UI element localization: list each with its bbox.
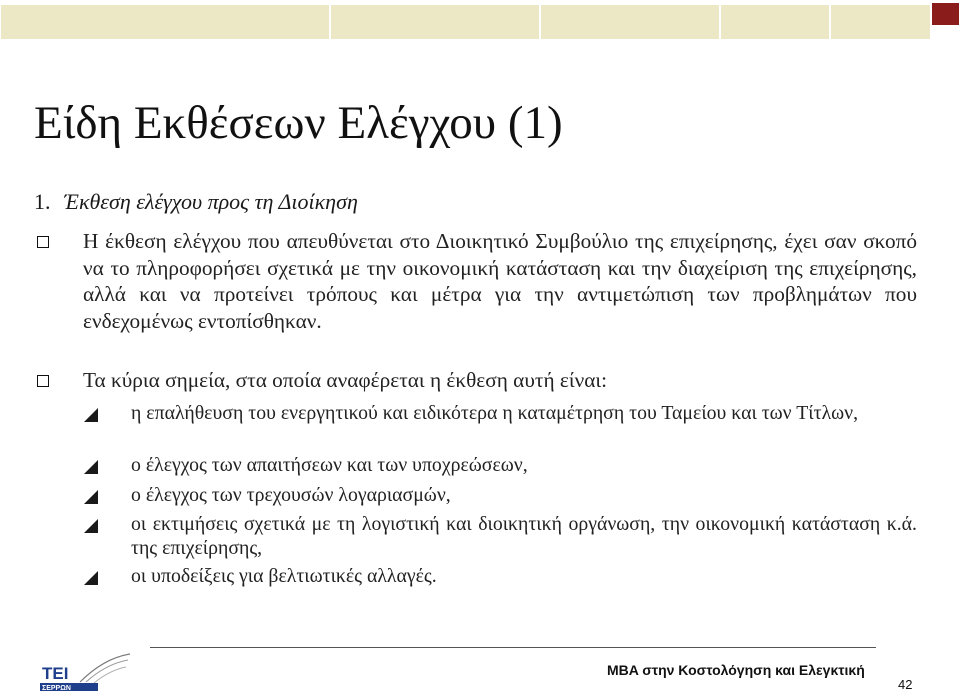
top-bar-cell [720, 4, 830, 40]
triangle-bullet-icon [83, 570, 99, 586]
tei-serron-logo [34, 652, 134, 692]
sub-point-text: οι εκτιμήσεις σχετικά με τη λογιστική και διοικητική οργάνωση, την οικονομική κατάσταση κ.ά. της επιχείρησης, [131, 513, 917, 559]
square-bullet-icon [37, 236, 49, 248]
triangle-bullet-icon [83, 518, 99, 534]
section-number: 1. [34, 189, 51, 214]
svg-text:ΣΕΡΡΩΝ: ΣΕΡΡΩΝ [42, 685, 71, 692]
top-bar-cell [330, 4, 540, 40]
triangle-bullet-icon [83, 459, 99, 475]
square-bullet-icon [37, 375, 49, 387]
triangle-bullet-icon [83, 489, 99, 505]
footer-divider [150, 647, 876, 648]
point-text: Η έκθεση ελέγχου που απευθύνεται στο Διοικητικό Συμβούλιο της επιχείρησης, έχει σαν σκοπό να το πληροφορήσει σχετικά με την οικονομική κατάσταση και την διαχείριση της επιχείρησης, αλλά και να προτείνει τρόπους και μέτρα για την αντιμετώπιση των προβλημάτων που ενδεχομένως εντοπίσθηκαν. [83, 229, 917, 333]
sub-point-text: οι υποδείξεις για βελτιωτικές αλλαγές. [131, 565, 437, 587]
page-number: 42 [898, 677, 913, 692]
point-text: Τα κύρια σημεία, στα οποία αναφέρεται η έκθεση αυτή είναι: [83, 368, 608, 392]
top-bar-cell [0, 4, 330, 40]
section-title: Έκθεση ελέγχου προς τη Διοίκηση [64, 189, 358, 214]
sub-point-text: η επαλήθευση του ενεργητικού και ειδικότερα η καταμέτρηση του Ταμείου και των Τίτλων, [131, 402, 859, 424]
triangle-bullet-icon [83, 407, 99, 423]
top-bar-cell [540, 4, 720, 40]
section-heading [34, 189, 358, 215]
svg-text:ΤΕΙ: ΤΕΙ [42, 664, 69, 683]
top-bar-cell [830, 4, 931, 40]
top-bar-red-cell [931, 2, 960, 26]
sub-point-text: ο έλεγχος των τρεχουσών λογαριασμών, [131, 484, 451, 506]
footer-course-title: MBA στην Κοστολόγηση και Ελεγκτική [607, 662, 865, 678]
sub-point-text: ο έλεγχος των απαιτήσεων και των υποχρεώσεων, [131, 454, 528, 476]
top-decor-bar [0, 0, 960, 44]
slide-title: Είδη Εκθέσεων Ελέγχου (1) [34, 97, 563, 149]
